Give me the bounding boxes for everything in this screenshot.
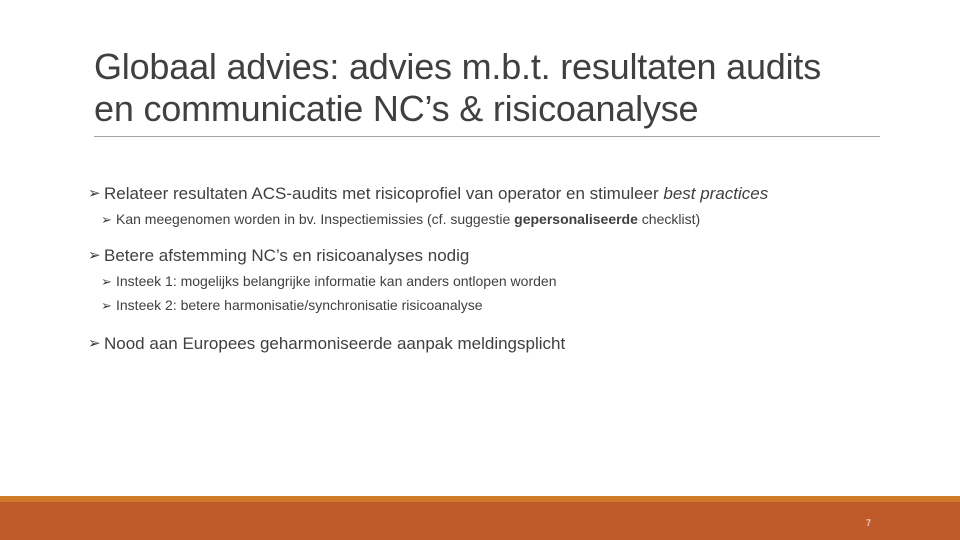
bullet-1-sub-1	[101, 210, 908, 229]
bullet-2-text: Betere afstemming NC’s en risicoanalyses nodig	[104, 246, 470, 265]
sub-text-bold: gepersonaliseerde	[514, 211, 638, 227]
bullet-2-sub-1-text: Insteek 1: mogelijks belangrijke informatie kan anders ontlopen worden	[116, 273, 557, 289]
sub-text-pre: Kan meegenomen worden in bv. Inspectiemissies (cf. suggestie	[116, 211, 515, 227]
arrow-bullet-icon: ➢	[88, 335, 101, 352]
bullet-3-text: Nood aan Europees geharmoniseerde aanpak meldingsplicht	[104, 334, 566, 353]
arrow-bullet-icon: ➢	[88, 247, 101, 264]
page-number: 7	[866, 518, 872, 528]
bullet-1-sub-1-text	[116, 210, 700, 229]
bullet-1-text	[104, 183, 768, 205]
bullet-1-emphasis: best practices	[663, 184, 769, 203]
bullet-3	[88, 333, 908, 355]
bullet-2-sub-2	[101, 296, 908, 315]
bullet-list	[88, 183, 908, 355]
arrow-bullet-icon: ➢	[101, 212, 112, 227]
bullet-2-sub-1	[101, 272, 908, 291]
title-line-2: en communicatie NC’s & risicoanalyse	[94, 88, 699, 129]
slide-title	[94, 46, 894, 130]
footer-bar	[0, 502, 960, 540]
bullet-1	[88, 183, 908, 205]
bullet-2	[88, 245, 908, 267]
title-divider	[94, 136, 880, 137]
sub-text-post: checklist)	[637, 211, 701, 227]
bullet-1-main: Relateer resultaten ACS-audits met risicoprofiel van operator en stimuleer	[104, 184, 664, 203]
arrow-bullet-icon: ➢	[88, 185, 101, 202]
arrow-bullet-icon: ➢	[101, 274, 112, 289]
bullet-2-sub-2-text: Insteek 2: betere harmonisatie/synchronisatie risicoanalyse	[116, 297, 483, 313]
arrow-bullet-icon: ➢	[101, 298, 112, 313]
title-line-1: Globaal advies: advies m.b.t. resultaten audits	[94, 46, 822, 87]
